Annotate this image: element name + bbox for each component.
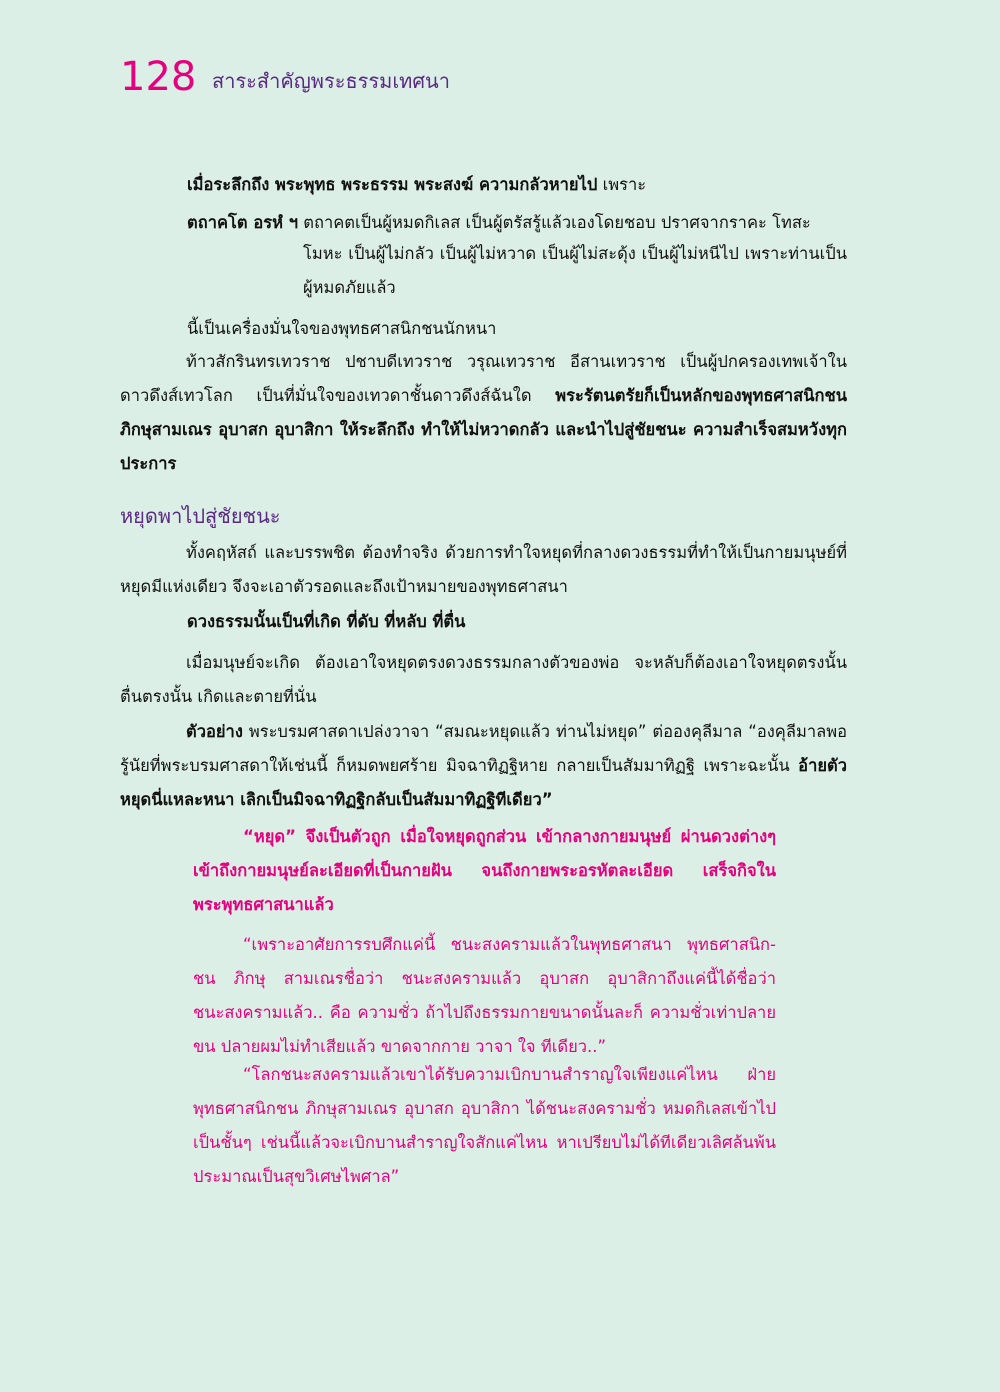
quote-world: “โลกชนะสงครามแล้วเขาได้รับความเบิกบานสำราญใจเพียงแค่ไหน ฝ่ายพุทธศาสนิกชน ภิกษุสามเณร อุบาสก อุบาสิกา ได้ชนะสงครามชั่ว หมดกิเลสเข้าไปเป็นชั้นๆ เช่นนี้แล้วจะเบิกบานสำราญใจสักแค่ไหน หาเปรียบไม่ได้ทีเดียวเลิศล้นพ้นประมาณเป็นสุขวิเศษไพศาล”	[193, 1065, 776, 1186]
paragraph-birth: เมื่อมนุษย์จะเกิด ต้องเอาใจหยุดตรงดวงธรรมกลางตัวของพ่อ จะหลับก็ต้องเอาใจหยุดตรงนั้น ตื่นตรงนั้น เกิดและตายที่นั่น	[120, 653, 847, 706]
devas-bold: พระรัตนตรัยก็เป็นหลักของพุทธศาสนิกชน ภิกษุสามเณร อุบาสก อุบาสิกา ให้ระลึกถึง ทำให้ไม่หวาดกลัว และนำไปสู่ชัยชนะ ความสำเร็จสมหวังทุกประการ	[120, 386, 847, 473]
book-title: สาระสำคัญพระธรรมเทศนา	[212, 69, 450, 93]
paragraph-devas	[120, 345, 847, 481]
tathagato-line2: โมหะ เป็นผู้ไม่กลัว เป็นผู้ไม่หวาด เป็นผู้ไม่สะดุ้ง เป็นผู้ไม่หนีไป เพราะท่านเป็นผู้หมดภัยแล้ว	[303, 244, 847, 297]
recollection-rest: เพราะ	[597, 175, 647, 194]
example-plain: พระบรมศาสดาเปล่งวาจา “สมณะหยุดแล้ว ท่านไม่หยุด” ต่อองคุลีมาล “องคุลีมาลพอรู้นัยที่พระบรมศาสดาให้เช่นนี้ ก็หมดพยศร้าย มิจฉาทิฏฐิหาย กลายเป็นสัมมาทิฏฐิ เพราะฉะนั้น	[120, 722, 847, 775]
paragraph-dhamma-sphere	[187, 605, 847, 639]
tathagato-line1: ตถาคตเป็นผู้หมดกิเลส เป็นผู้ตรัสรู้แล้วเองโดยชอบ ปราศจากราคะ โทสะ	[298, 213, 811, 232]
paragraph-confidence: นี้เป็นเครื่องมั่นใจของพุทธศาสนิกชนนักหนา	[187, 319, 497, 338]
tathagato-bold: ตถาคโต อรหํ ฯ	[187, 213, 298, 232]
quote-stop: “หยุด” จึงเป็นตัวถูก เมื่อใจหยุดถูกส่วน เข้ากลางกายมนุษย์ ผ่านดวงต่างๆ เข้าถึงกายมนุษย์ละเอียดที่เป็นกายฝัน จนถึงกายพระอรหัตละเอียด เสร็จกิจในพระพุทธศาสนาแล้ว	[193, 827, 776, 914]
dhamma-sphere-bold: ดวงธรรมนั้นเป็นที่เกิด ที่ดับ ที่หลับ ที่ตื่น	[187, 612, 466, 631]
paragraph-example	[120, 715, 847, 817]
quote-victory: “เพราะอาศัยการรบศึกแค่นี้ ชนะสงครามแล้วในพุทธศาสนา พุทธศาสนิก-ชน ภิกษุ สามเณรชื่อว่า ชนะสงครามแล้ว อุบาสก อุบาสิกาถึงแค่นี้ได้ชื่อว่าชนะสงครามแล้ว.. คือ ความชั่ว ถ้าไปถึงธรรมกายขนาดนั้นละก็ ความชั่วเท่าปลายขน ปลายผมไม่ทำเสียแล้ว ขาดจากกาย วาจา ใจ ทีเดียว..”	[193, 935, 776, 1056]
paragraph-recollection	[187, 168, 847, 202]
example-label: ตัวอย่าง	[186, 722, 243, 741]
devas-plain: ท้าวสักรินทรเทวราช ปชาบดีเทวราช วรุณเทวราช อีสานเทวราช เป็นผู้ปกครองเทพเจ้าในดาวดึงส์เทวโลก เป็นที่มั่นใจของเทวดาชั้นดาวดึงส์ฉันใด	[120, 352, 847, 405]
recollection-bold: เมื่อระลึกถึง พระพุทธ พระธรรม พระสงฆ์ ความกลัวหายไป	[187, 175, 598, 194]
page-number: 128	[120, 54, 197, 100]
paragraph-tathagato-line1	[187, 206, 847, 240]
example-bold: อ้ายตัวหยุดนี่แหละหนา เลิกเป็นมิจฉาทิฏฐิกลับเป็นสัมมาทิฏฐิทีเดียว”	[120, 756, 847, 809]
section-heading: หยุดพาไปสู่ชัยชนะ	[120, 504, 281, 528]
paragraph-householders: ทั้งคฤหัสถ์ และบรรพชิต ต้องทำจริง ด้วยการทำใจหยุดที่กลางดวงธรรมที่ทำให้เป็นกายมนุษย์ที่หยุดมีแห่งเดียว จึงจะเอาตัวรอดและถึงเป้าหมายของพุทธศาสนา	[120, 543, 847, 596]
